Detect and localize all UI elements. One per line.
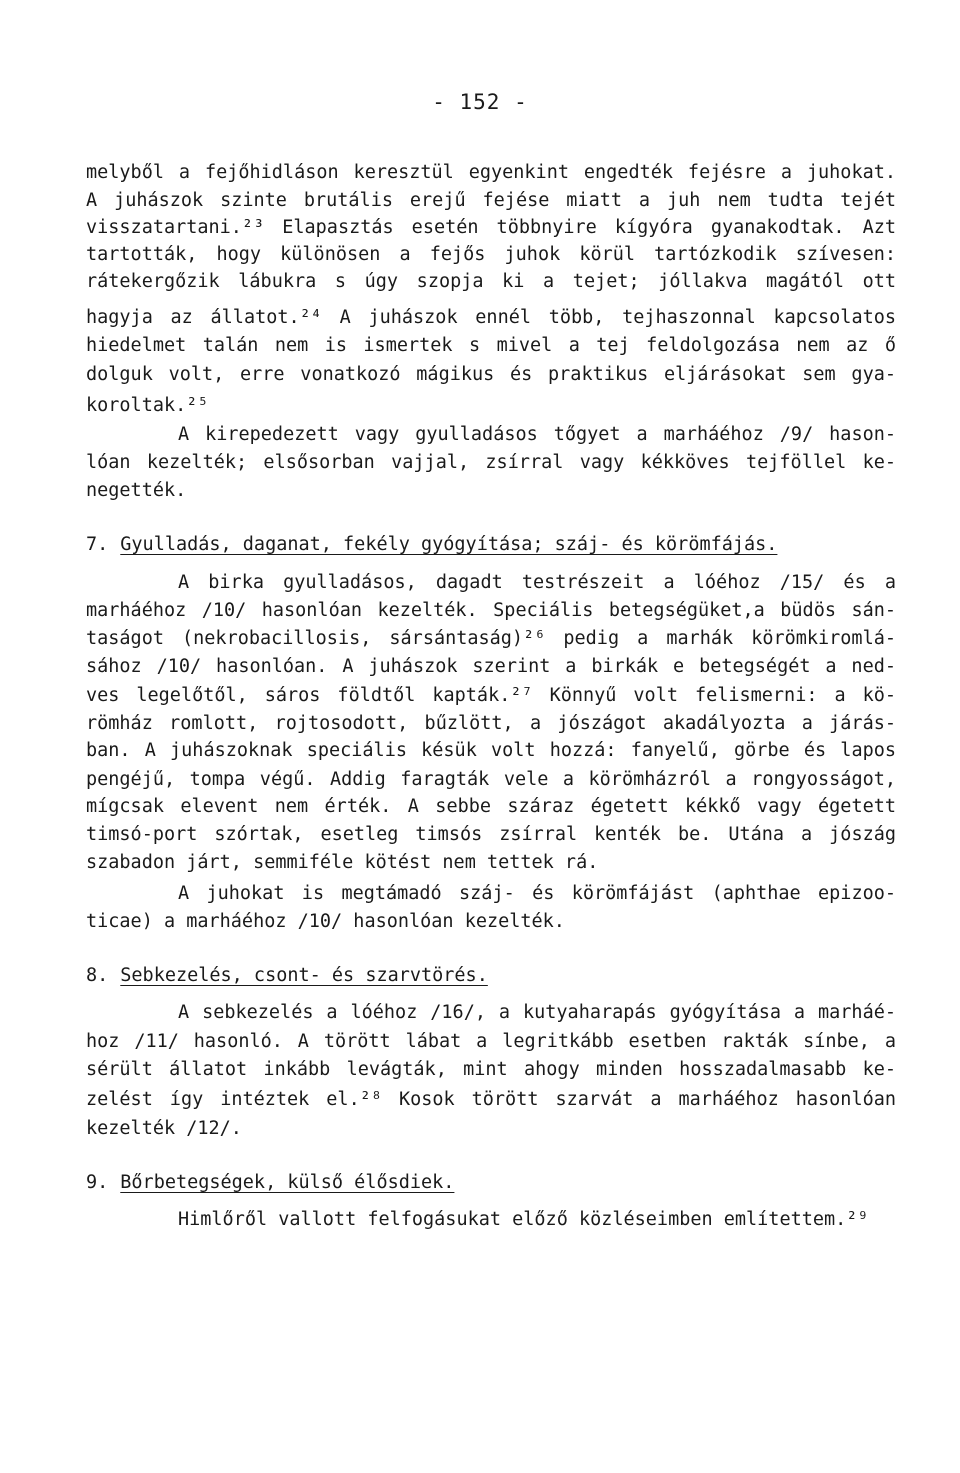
text-line: ticae) a marháéhoz /10/ hasonlóan kezelték. [86, 911, 565, 932]
text-line: A juhászok szinte brutális erejű fejése miatt a juh nem tudta tejét [86, 190, 896, 211]
page-number: - 152 - [432, 90, 528, 114]
text-line: timsó-port szórtak, esetleg timsós zsírral kenték be. Utána a jószág [86, 824, 896, 845]
section-number: 7. [86, 534, 109, 555]
text-line: A kirepedezett vagy gyulladásos tőgyet a marháéhoz /9/ hason- [178, 424, 896, 445]
text-line: Himlőről vallott felfogásukat előző közléseimben említettem.²⁹ [178, 1209, 869, 1230]
text-line: mígcsak elevent nem érték. A sebbe száraz égetett kékkő vagy égetett [86, 796, 896, 817]
text-line: zelést így intéztek el.²⁸ Kosok törött szarvát a marháéhoz hasonlóan [86, 1089, 896, 1110]
text-line: pengéjű, tompa végű. Addig faragták vele a körömházról a rongyosságot, [86, 769, 896, 790]
text-line: A juhokat is megtámadó száj- és körömfájást (aphthae epizoo- [178, 883, 896, 904]
text-line: ban. A juhászoknak speciális késük volt hozzá: fanyelű, görbe és lapos [86, 740, 896, 761]
text-line: taságot (nekrobacillosis, sársántaság)²⁶ pedig a marhák körömkiromlá- [86, 628, 896, 649]
section-heading-7 [86, 532, 777, 558]
section-title: Bőrbetegségek, külső élősdiek. [120, 1172, 455, 1193]
text-line: koroltak.²⁵ [86, 395, 209, 416]
section-number: 9. [86, 1172, 109, 1193]
text-line: dolguk volt, erre vonatkozó mágikus és praktikus eljárásokat sem gya- [86, 364, 896, 385]
text-line: ves legelőtől, sáros földtől kapták.²⁷ Könnyű volt felismerni: a kö- [86, 685, 896, 706]
text-line: A birka gyulladásos, dagadt testrészeit a lóéhoz /15/ és a [178, 572, 896, 593]
section-title: Gyulladás, daganat, fekély gyógyítása; száj- és körömfájás. [120, 534, 778, 555]
text-line: hiedelmet talán nem is ismertek s mivel a tej feldolgozása nem az ő [86, 335, 896, 356]
text-line: melyből a fejőhidláson keresztül egyenkint engedték fejésre a juhokat. [86, 162, 896, 183]
text-line: lóan kezelték; elsősorban vajjal, zsírral vagy kékköves tejföllel ke- [86, 452, 896, 473]
text-line: negették. [86, 480, 187, 501]
text-line: szabadon járt, semmiféle kötést nem tettek rá. [86, 852, 599, 873]
section-heading-8 [86, 963, 488, 989]
text-line: A sebkezelés a lóéhoz /16/, a kutyaharapás gyógyítása a marháé- [178, 1002, 896, 1023]
text-line: hoz /11/ hasonló. A törött lábat a legritkább esetben rakták sínbe, a [86, 1031, 896, 1052]
text-line: römház romlott, rojtosodott, bűzlött, a jószágot akadályozta a járás- [86, 713, 896, 734]
text-line: tartották, hogy különösen a fejős juhok körül tartózkodik szívesen: [86, 244, 896, 265]
text-line: sérült állatot inkább levágták, mint ahogy minden hosszadalmasabb ke- [86, 1059, 896, 1080]
section-number: 8. [86, 965, 109, 986]
text-line: marháéhoz /10/ hasonlóan kezelték. Speciális betegségüket,a büdös sán- [86, 600, 896, 621]
text-line: rátekergőzik lábukra s úgy szopja ki a tejet; jóllakva magától ott [86, 271, 896, 292]
section-title: Sebkezelés, csont- és szarvtörés. [120, 965, 488, 986]
section-heading-9 [86, 1170, 454, 1196]
text-line: kezelték /12/. [86, 1118, 242, 1139]
text-line: hagyja az állatot.²⁴ A juhászok ennél több, tejhaszonnal kapcsolatos [86, 307, 896, 328]
text-line: sához /10/ hasonlóan. A juhászok szerint a birkák e betegségét a ned- [86, 656, 896, 677]
text-line: visszatartani.²³ Elapasztás esetén többnyire kígyóra gyanakodtak. Azt [86, 217, 896, 238]
